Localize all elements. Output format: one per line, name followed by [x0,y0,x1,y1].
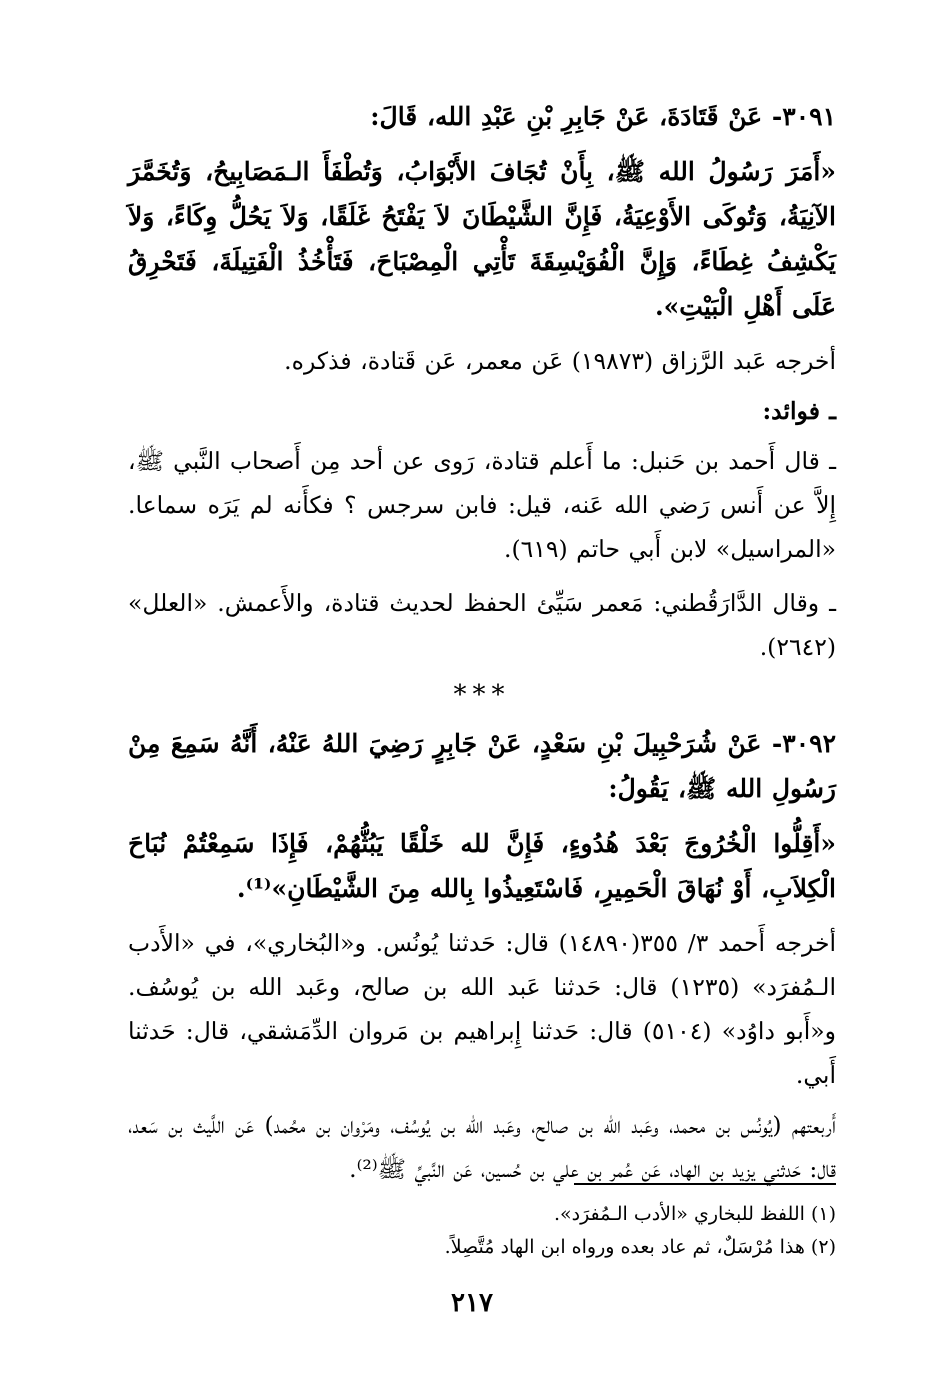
footnotes [128,1198,836,1264]
hadith-3091-intro: ٣٠٩١- عَنْ قَتَادَةَ، عَنْ جَابِرِ بْنِ عَبْدِ الله، قَالَ: [370,102,836,131]
fawaid-heading: ـ فوائد: [762,397,836,425]
takhrij-3091: أخرجه عَبد الرَّزاق (١٩٨٧٣) عَن معمر، عَن قَتادة، فذكره. [284,347,836,375]
hadith-3092-intro: ٣٠٩٢- عَنْ شُرَحْبِيلَ بْنِ سَعْدٍ، عَنْ جَابِرٍ رَضِيَ اللهُ عَنْهُ، أَنَّهُ سَمِعَ مِنْ رَسُولِ الله ﷺ، يَقُولُ: [128,729,836,803]
footnote-1: (١) اللفظ للبخاري «الأدب الـمُفرَد». [553,1203,836,1225]
footnote-2: (٢) هذا مُرْسَلٌ، ثم عاد بعده ورواه ابن الهاد مُتَّصِلاً. [444,1236,836,1258]
fawaid-item-1: ـ قال أَحمد بن حَنبل: ما أَعلم قتادة، رَوى عن أحد مِن أَصحاب النَّبي ﷺ، إِلاَّ عن أَنس رَضي الله عَنه، قيل: فابن سرجس ؟ فكأَنه لم يَرَه سماعا. «المراسيل» لابن أَبي حاتم (٦١٩). [128,447,836,563]
footnote-divider [574,1183,836,1185]
hadith-3091-text: «أَمَرَ رَسُولُ الله ﷺ، بِأَنْ تُجَافَ الأَبْوَابُ، وَتُطْفَأَ الـمَصَابِيحُ، وَتُخَمَّرَ الآنِيَةُ، وَتُوكَى الأَوْعِيَةُ، فَإِنَّ الشَّيْطَانَ لاَ يَفْتَحُ غَلَقًا، وَلاَ يَحُلُّ وِكَاءً، وَلاَ يَكْشِفُ غِطَاءً، وَإِنَّ الْفُوَيْسِقَةَ تَأْتِي الْمِصْبَاحَ، فَتَأْخُذُ الْفَتِيلَةَ، فَتَحْرِقُ عَلَى أَهْلِ الْبَيْتِ». [128,157,836,321]
takhrij-3092-chain: أَربعتهم (يُونُس بن محمد، وعَبد الله بن صالح، وعَبد الله بن يُوسُف، ومَرْوان بن محُمد) عَن اللَّيث بن سَعد، قال: حَدثني يزيد بن الهاد، عَن عُمر بن علي بن حُسين، عَن النَّبيِّ ﷺ⁽²⁾. [128,1111,836,1183]
main-text [128,94,836,1201]
fawaid-item-2: ـ وقال الدَّارَقُطني: مَعمر سَيِّئ الحفظ لحديث قتادة، والأَعمش. «العلل» (٢٦٤٢). [128,589,836,661]
hadith-3092-text: «أَقِلُّوا الْخُرُوجَ بَعْدَ هُدُوءٍ، فَإِنَّ لله خَلْقًا يَبُثُّهُمْ، فَإِذَا سَمِعْتُمْ نُبَاحَ الْكِلاَبِ، أَوْ نُهَاقَ الْحَمِيرِ، فَاسْتَعِيذُوا بِالله مِنَ الشَّيْطَانِ»⁽¹⁾. [128,829,836,903]
takhrij-3092-sources: أخرجه أَحمد ٣/ ٣٥٥(١٤٨٩٠) قال: حَدثنا يُونُس. و«البُخاري»، في «الأَدب الـمُفرَد» (١٢٣٥) قال: حَدثنا عَبد الله بن صالح، وعَبد الله بن يُوسُف. و«أَبو داوُد» (٥١٠٤) قال: حَدثنا إِبراهيم بن مَروان الدِّمَشقي، قال: حَدثنا أَبي. [128,929,836,1089]
section-separator: *** [453,680,511,710]
page-number: ٢١٧ [451,1288,493,1318]
